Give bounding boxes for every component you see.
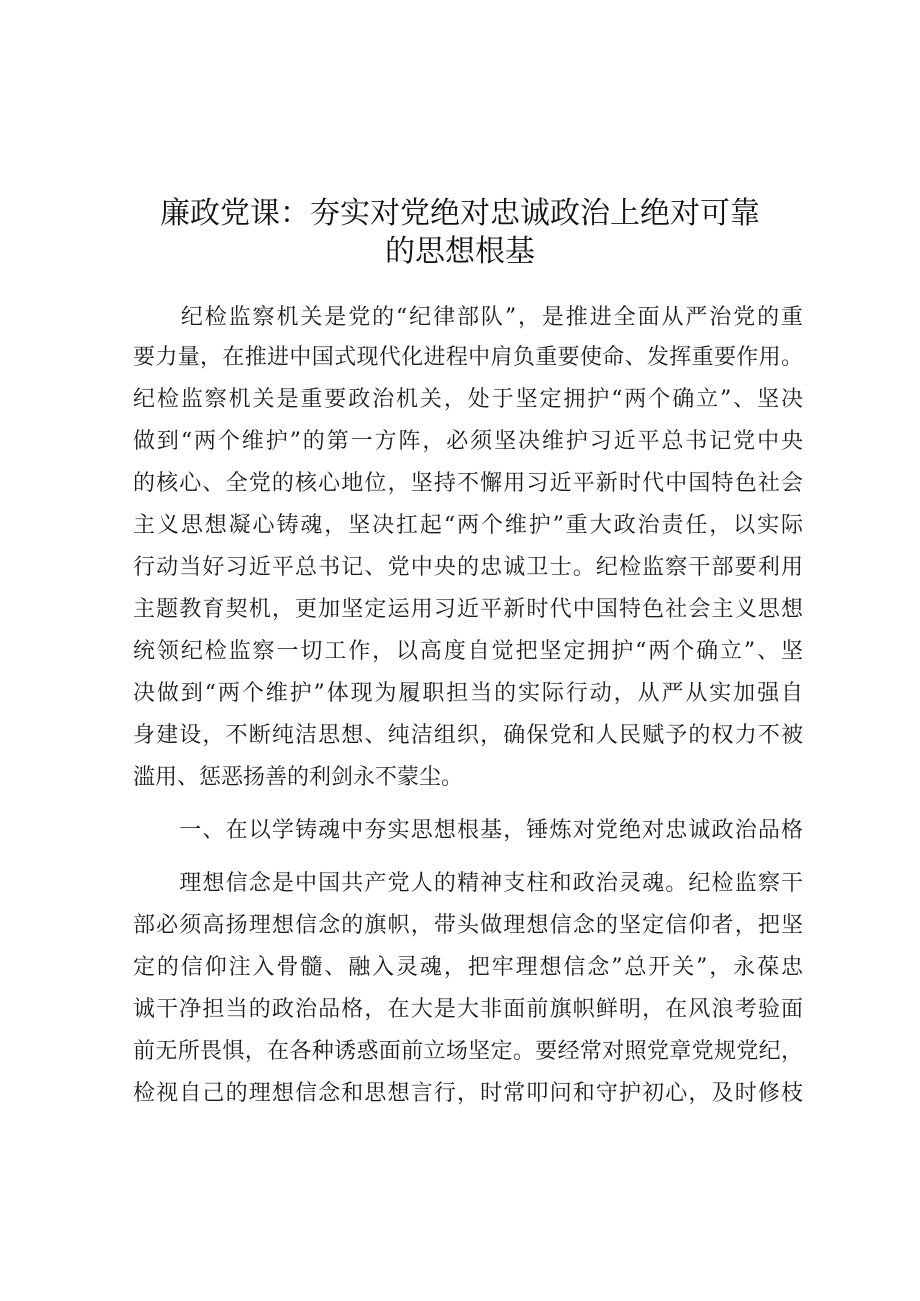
section-heading: 一、在以学铸魂中夯实思想根基，锤炼对党绝对忠诚政治品格 bbox=[133, 818, 803, 843]
paragraph-line: 的核心、全党的核心地位，坚持不懈用习近平新时代中国特色社会 bbox=[133, 471, 803, 496]
paragraph-line: 统领纪检监察一切工作，以高度自觉把坚定拥护“两个确立”、坚 bbox=[133, 639, 803, 664]
paragraph-line: 决做到“两个维护”体现为履职担当的实际行动，从严从实加强自 bbox=[133, 681, 803, 706]
paragraph-line: 诚干净担当的政治品格，在大是大非面前旗帜鲜明，在风浪考验面 bbox=[133, 997, 803, 1022]
paragraph-line: 做到“两个维护”的第一方阵，必须坚决维护习近平总书记党中央 bbox=[133, 429, 803, 454]
paragraph-line: 身建设，不断纯洁思想、纯洁组织，确保党和人民赋予的权力不被 bbox=[133, 723, 803, 748]
paragraph-line: 定的信仰注入骨髓、融入灵魂，把牢理想信念”总开关”，永葆忠 bbox=[133, 955, 803, 980]
paragraph-line: 检视自己的理想信念和思想言行，时常叩问和守护初心，及时修枝 bbox=[133, 1081, 803, 1106]
paragraph-line: 滥用、惩恶扬善的利剑永不蒙尘。 bbox=[133, 765, 464, 790]
paragraph-line: 理想信念是中国共产党人的精神支柱和政治灵魂。纪检监察干 bbox=[133, 871, 803, 896]
paragraph-line: 行动当好习近平总书记、党中央的忠诚卫士。纪检监察干部要利用 bbox=[133, 555, 803, 580]
paragraph-line: 前无所畏惧，在各种诱惑面前立场坚定。要经常对照党章党规党纪， bbox=[133, 1039, 803, 1064]
paragraph-line: 主义思想凝心铸魂，坚决扛起“两个维护”重大政治责任，以实际 bbox=[133, 513, 803, 538]
document-title-line-1: 廉政党课：夯实对党绝对忠诚政治上绝对可靠 bbox=[160, 196, 760, 231]
paragraph-line: 要力量，在推进中国式现代化进程中肩负重要使命、发挥重要作用。 bbox=[133, 345, 803, 370]
paragraph-line: 纪检监察机关是重要政治机关，处于坚定拥护“两个确立”、坚决 bbox=[133, 387, 803, 412]
document-title-line-2: 的思想根基 bbox=[385, 234, 535, 269]
paragraph-line: 纪检监察机关是党的“纪律部队”，是推进全面从严治党的重 bbox=[133, 305, 803, 330]
paragraph-line: 主题教育契机，更加坚定运用习近平新时代中国特色社会主义思想 bbox=[133, 597, 803, 622]
paragraph-line: 部必须高扬理想信念的旗帜，带头做理想信念的坚定信仰者，把坚 bbox=[133, 913, 803, 938]
